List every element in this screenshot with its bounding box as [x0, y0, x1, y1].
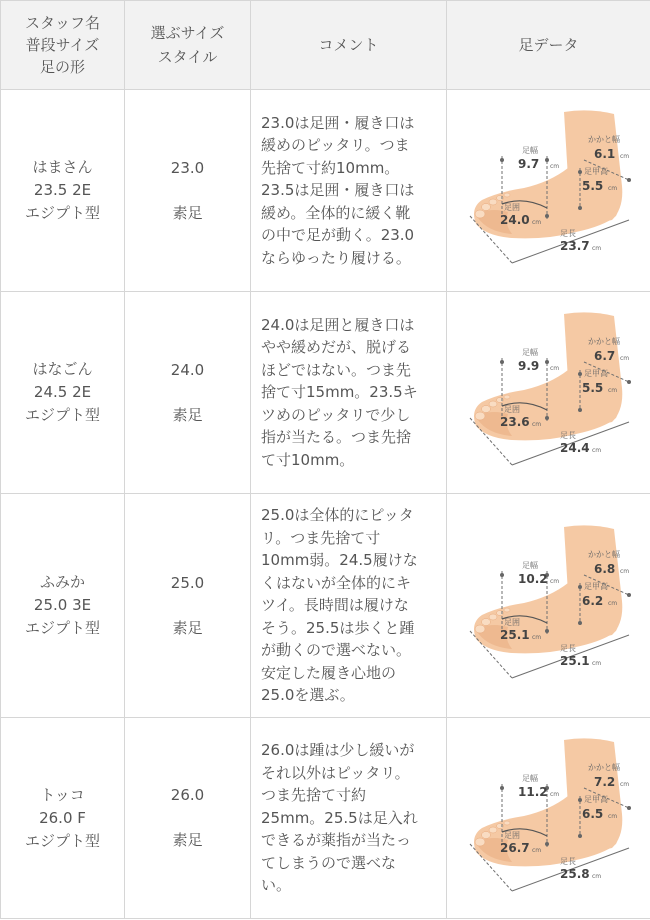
chosen-size: 26.0	[170, 786, 205, 804]
foot-width-value: 10.2	[517, 572, 548, 586]
comment-cell: 23.0は足囲・履き口は 緩めのピッタリ。つま 先捨て寸約10mm。 23.5は足囲・履き口は 緩め。全体的に緩く靴 の中で足が動く。23.0 ならゆったり履ける。	[251, 90, 447, 292]
header-row	[1, 1, 650, 90]
measure-point	[545, 214, 549, 218]
measure-point	[578, 408, 582, 412]
girth-value: 26.7	[499, 840, 530, 855]
measure-point	[578, 834, 582, 838]
heel-width-unit: cm	[619, 355, 629, 362]
measure-point	[627, 380, 631, 384]
foot-data-cell	[447, 494, 650, 718]
comment-cell: 24.0は足囲と履き口は やや緩めだが、脱げる ほどではない。つま先 捨て寸15mm。23.5キ ツめのピッタリで少し 指が当たる。つま先捨 て寸10mm。	[251, 292, 447, 494]
size-cell	[125, 90, 251, 292]
foot-data-cell	[447, 90, 650, 292]
foot-width-value: 9.9	[517, 359, 539, 373]
foot-diagram	[464, 108, 634, 273]
toe-1	[475, 625, 485, 633]
comment-cell: 25.0は全体的にピッタ リ。つま先捨て寸 10mm弱。24.5履けな くはないが全体的にキ ツイ。長時間は履けな そう。25.5は歩くと踵 が動くので選べない。 安定した履き心地の 25.0を選ぶ。	[251, 494, 447, 718]
heel-width-value: 7.2	[593, 774, 615, 789]
foot-width-label: 足幅	[521, 146, 538, 155]
toe-3	[489, 827, 497, 833]
foot-diagram	[464, 736, 634, 901]
foot-width-label: 足幅	[521, 348, 538, 357]
table-row	[1, 494, 650, 718]
size-cell	[125, 292, 251, 494]
heel-width-unit: cm	[619, 568, 629, 575]
usual-size: 25.0 3E	[33, 596, 92, 614]
length-label: 足長	[559, 229, 576, 238]
heel-width-label: かかと幅	[587, 135, 620, 144]
girth-unit: cm	[531, 421, 541, 428]
girth-unit: cm	[531, 219, 541, 226]
heel-width-label: かかと幅	[587, 337, 620, 346]
foot-width-unit: cm	[549, 790, 559, 798]
instep-height-value: 6.2	[581, 594, 603, 608]
toe-2	[481, 831, 490, 838]
toe-3	[489, 614, 497, 620]
heel-width-value: 6.1	[593, 147, 615, 161]
measure-point	[500, 786, 504, 790]
size-cell	[125, 494, 251, 718]
size-cell	[125, 718, 251, 919]
wear-style: 素足	[172, 203, 203, 222]
girth-value: 23.6	[499, 415, 530, 429]
instep-height-value: 5.5	[581, 179, 603, 193]
foot-width-unit: cm	[549, 365, 559, 372]
measure-point	[627, 593, 631, 597]
comment-cell: 26.0は踵は少し緩いが それ以外はピッタリ。 つま先捨て寸約 25mm。25.5は足入れ できるが薬指が当たっ てしまうので選べな い。	[251, 718, 447, 919]
length-label: 足長	[559, 644, 576, 653]
foot-shape: エジプト型	[24, 619, 100, 637]
staff-name: ふみか	[39, 573, 85, 591]
heel-width-value: 6.7	[593, 349, 615, 363]
girth-label: 足囲	[503, 830, 520, 840]
toe-2	[481, 204, 490, 211]
length-value: 23.7	[559, 239, 590, 253]
length-unit: cm	[591, 447, 601, 454]
instep-height-label: 足甲高	[583, 369, 608, 378]
staff-name: はなごん	[32, 360, 93, 378]
chosen-size: 25.0	[170, 573, 205, 592]
table-row	[1, 90, 650, 292]
measure-point	[578, 170, 582, 174]
heel-width-value: 6.8	[593, 562, 615, 576]
usual-size: 26.0 F	[39, 808, 86, 827]
measure-point	[545, 416, 549, 420]
instep-height-value: 5.5	[581, 381, 603, 395]
table-row	[1, 292, 650, 494]
staff-cell	[1, 494, 125, 718]
length-unit: cm	[591, 872, 601, 880]
chosen-size: 24.0	[170, 360, 205, 379]
foot-diagram	[464, 523, 634, 688]
measure-point	[500, 360, 504, 364]
girth-value: 24.0	[499, 213, 530, 227]
wear-style: 素足	[172, 831, 203, 849]
measure-point	[578, 798, 582, 802]
staff-cell	[1, 292, 125, 494]
length-label: 足長	[559, 431, 576, 440]
length-value: 25.8	[559, 866, 590, 881]
toe-5	[504, 821, 510, 825]
instep-height-label: 足甲高	[583, 582, 608, 591]
foot-shape: エジプト型	[24, 204, 100, 222]
toe-1	[475, 210, 485, 218]
measure-point	[545, 629, 549, 633]
measure-point	[578, 372, 582, 376]
instep-height-unit: cm	[607, 387, 617, 394]
instep-height-label: 足甲高	[583, 167, 608, 176]
girth-label: 足囲	[503, 618, 520, 627]
girth-value: 25.1	[499, 628, 530, 642]
instep-height-unit: cm	[607, 812, 617, 820]
toe-2	[481, 619, 490, 626]
measure-point	[578, 621, 582, 625]
foot-width-value: 11.2	[517, 784, 548, 799]
toe-5	[504, 395, 510, 399]
measure-point	[627, 178, 631, 182]
foot-width-unit: cm	[549, 578, 559, 585]
foot-width-label: 足幅	[521, 561, 538, 570]
staff-name: はまさん	[32, 158, 93, 176]
instep-height-value: 6.5	[581, 806, 603, 821]
header-staff: スタッフ名 普段サイズ 足の形	[1, 1, 125, 90]
measure-point	[500, 573, 504, 577]
staff-cell	[1, 90, 125, 292]
foot-data-cell	[447, 292, 650, 494]
measure-point	[578, 206, 582, 210]
table-row	[1, 718, 650, 919]
heel-width-label: かかと幅	[587, 762, 620, 772]
usual-size: 23.5 2E	[33, 181, 92, 199]
foot-shape: エジプト型	[24, 831, 100, 850]
staff-cell	[1, 718, 125, 919]
length-value: 25.1	[559, 654, 590, 668]
wear-style: 素足	[172, 405, 203, 424]
girth-label: 足囲	[503, 203, 520, 212]
measure-point	[627, 806, 631, 810]
toe-5	[504, 193, 510, 197]
toe-3	[489, 199, 497, 205]
heel-width-unit: cm	[619, 780, 629, 788]
usual-size: 24.5 2E	[33, 383, 92, 401]
length-value: 24.4	[559, 441, 590, 455]
instep-height-label: 足甲高	[583, 794, 608, 804]
toe-5	[504, 608, 510, 612]
header-foot-data: 足データ	[447, 1, 650, 90]
chosen-size: 23.0	[170, 158, 205, 177]
foot-data-cell	[447, 718, 650, 919]
measure-point	[545, 360, 549, 364]
toe-1	[475, 838, 485, 846]
foot-shape: エジプト型	[24, 406, 100, 424]
toe-3	[489, 401, 497, 407]
foot-width-label: 足幅	[521, 773, 538, 783]
measure-point	[500, 158, 504, 162]
foot-diagram	[464, 310, 634, 475]
header-size: 選ぶサイズ スタイル	[125, 1, 251, 90]
girth-unit: cm	[531, 634, 541, 641]
length-unit: cm	[591, 660, 601, 667]
girth-label: 足囲	[503, 405, 520, 414]
staff-name: トッコ	[40, 785, 85, 804]
girth-unit: cm	[531, 846, 541, 854]
header-comment: コメント	[251, 1, 447, 90]
length-unit: cm	[591, 245, 601, 252]
measure-point	[578, 585, 582, 589]
heel-width-label: かかと幅	[587, 550, 620, 559]
instep-height-unit: cm	[607, 600, 617, 607]
wear-style: 素足	[172, 618, 203, 637]
foot-width-unit: cm	[549, 163, 559, 170]
measure-point	[545, 158, 549, 162]
length-label: 足長	[559, 856, 576, 866]
toe-1	[475, 412, 485, 420]
measure-point	[545, 842, 549, 846]
instep-height-unit: cm	[607, 185, 617, 192]
heel-width-unit: cm	[619, 153, 629, 160]
foot-width-value: 9.7	[517, 157, 539, 171]
toe-2	[481, 406, 490, 413]
